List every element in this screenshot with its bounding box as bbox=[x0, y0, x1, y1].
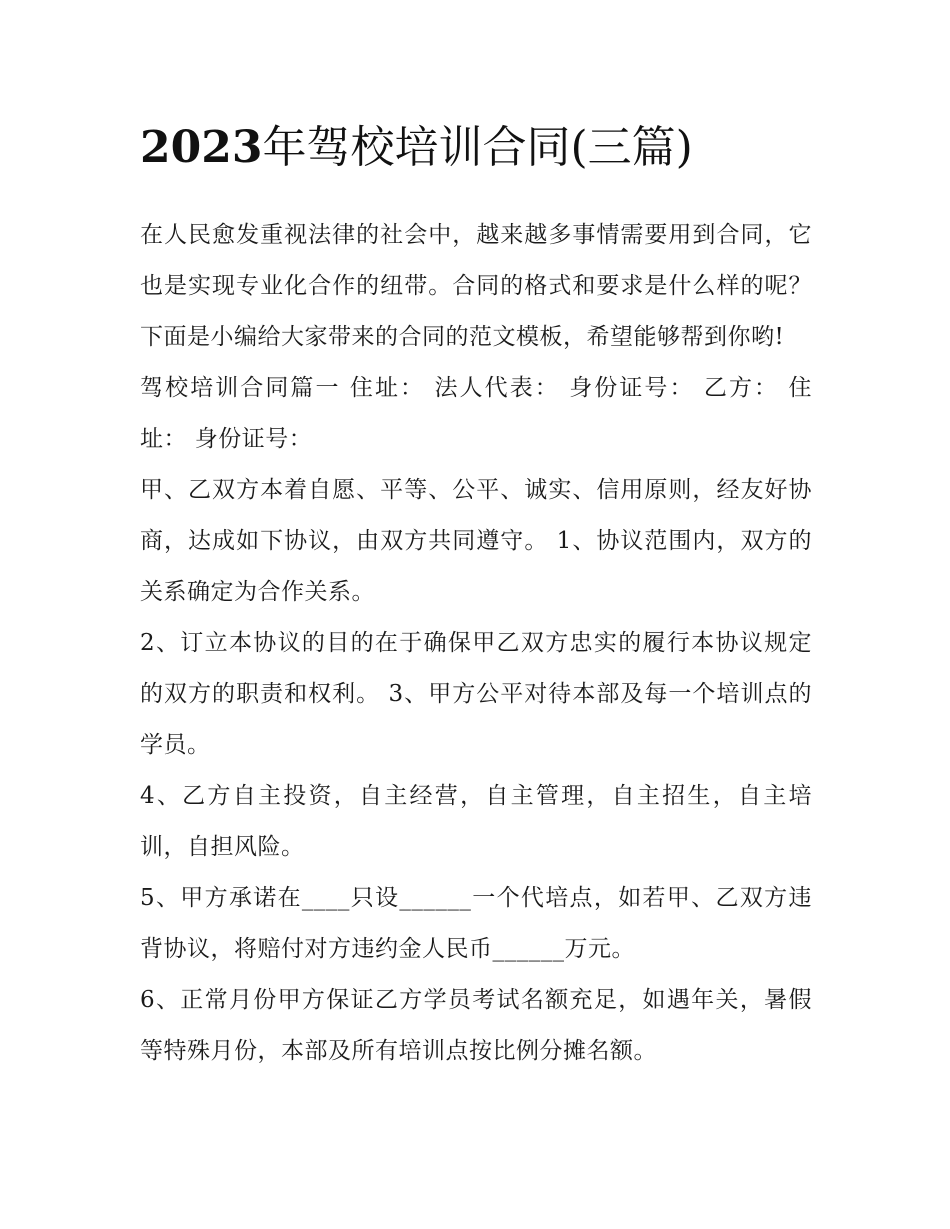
clause-5-paragraph: 5、甲方承诺在____只设______一个代培点，如若甲、乙双方违背协议，将赔付对方违约金人民币______万元。 bbox=[140, 885, 812, 962]
intro-paragraph: 在人民愈发重视法律的社会中，越来越多事情需要用到合同，它也是实现专业化合作的纽带。合同的格式和要求是什么样的呢？下面是小编给大家带来的合同的范文模板，希望能够帮到你哟! bbox=[140, 222, 812, 350]
clause-4-paragraph: 4、乙方自主投资，自主经营，自主管理，自主招生，自主培训，自担风险。 bbox=[140, 783, 812, 860]
clause-6-paragraph: 6、正常月份甲方保证乙方学员考试名额充足，如遇年关，暑假等特殊月份，本部及所有培训点按比例分摊名额。 bbox=[140, 987, 812, 1064]
clause-1-paragraph: 甲、乙双方本着自愿、平等、公平、诚实、信用原则，经友好协商，达成如下协议，由双方共同遵守。 1、协议范围内，双方的关系确定为合作关系。 bbox=[140, 477, 812, 605]
title-text: 年驾校培训合同(三篇) bbox=[262, 122, 693, 173]
title-year: 2023 bbox=[140, 122, 263, 173]
document-title bbox=[140, 112, 812, 184]
document-page bbox=[140, 112, 812, 1077]
contract-header-paragraph: 驾校培训合同篇一 住址： 法人代表： 身份证号： 乙方： 住址： 身份证号： bbox=[140, 375, 812, 452]
clause-2-3-paragraph: 2、订立本协议的目的在于确保甲乙双方忠实的履行本协议规定的双方的职责和权利。 3、甲方公平对待本部及每一个培训点的学员。 bbox=[140, 630, 812, 758]
